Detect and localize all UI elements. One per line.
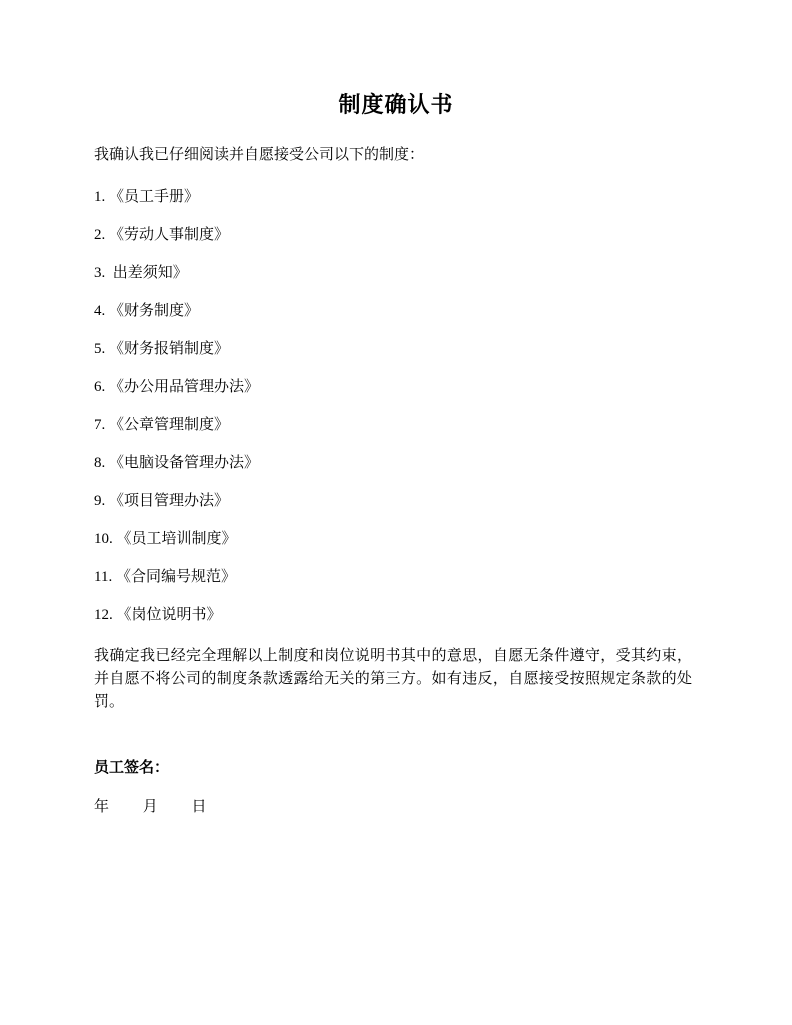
policy-item: 2. 《劳动人事制度》 <box>94 227 230 243</box>
closing-paragraph: 我确定我已经完全理解以上制度和岗位说明书其中的意思，自愿无条件遵守，受其约束，并自愿不将公司的制度条款透露给无关的第三方。如有违反，自愿接受按照规定条款的处罚。 <box>94 648 692 710</box>
policy-item: 8. 《电脑设备管理办法》 <box>94 455 260 471</box>
month-label: 月 <box>142 799 158 815</box>
policy-list <box>94 187 698 625</box>
intro-paragraph: 我确认我已仔细阅读并自愿接受公司以下的制度： <box>94 147 425 163</box>
policy-item: 4. 《财务制度》 <box>94 303 200 319</box>
year-label: 年 <box>94 799 110 815</box>
policy-item: 12. 《岗位说明书》 <box>94 607 222 623</box>
document-title: 制度确认书 <box>338 92 454 117</box>
policy-item: 9. 《项目管理办法》 <box>94 493 230 509</box>
policy-item: 11. 《合同编号规范》 <box>94 569 236 585</box>
policy-item: 3. 出差须知》 <box>94 265 188 281</box>
policy-item: 7. 《公章管理制度》 <box>94 417 230 433</box>
policy-item: 5. 《财务报销制度》 <box>94 341 230 357</box>
policy-item: 10. 《员工培训制度》 <box>94 531 237 547</box>
date-line <box>94 797 698 817</box>
day-label: 日 <box>191 799 207 815</box>
policy-item: 1. 《员工手册》 <box>94 189 200 205</box>
signature-label: 员工签名： <box>94 759 170 776</box>
policy-item: 6. 《办公用品管理办法》 <box>94 379 260 395</box>
